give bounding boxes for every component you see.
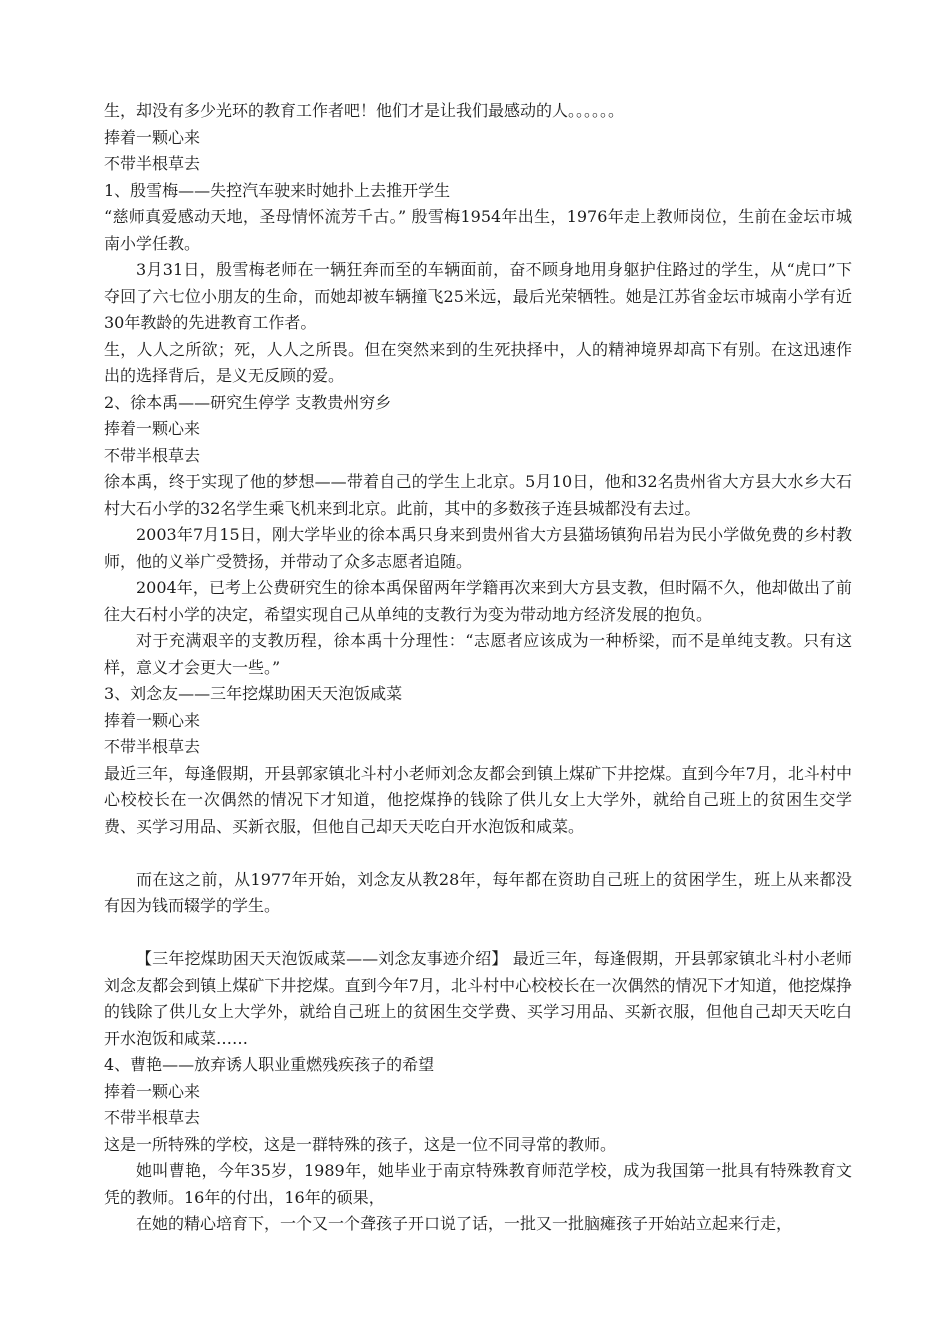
paragraph: 而在这之前，从1977年开始，刘念友从教28年，每年都在资助自己班上的贫困学生，班上从来都没有因为钱而辍学的学生。 [104,869,852,915]
motto-line-1: 捧着一颗心来 [104,710,201,730]
paragraph: 【三年挖煤助困天天泡饭咸菜——刘念友事迹介绍】 最近三年，每逢假期，开县郭家镇北斗村小老师刘念友都会到镇上煤矿下井挖煤。直到今年7月，北斗村中心校校长在一次偶然的情况下才知道，他挖煤挣的钱除了供儿女上大学外，就给自己班上的贫困生交学费、买学习用品、买新衣服，但他自己却天天吃白开水泡饭和咸菜…… [104,949,852,1048]
blank-line [104,920,852,947]
paragraph: 对于充满艰辛的支教历程，徐本禹十分理性：“志愿者应该成为一种桥梁，而不是单纯支教。只有这样，意义才会更大一些。” [104,631,852,677]
paragraph: 生，人人之所欲；死，人人之所畏。但在突然来到的生死抉择中，人的精神境界却高下有别。在这迅速作出的选择背后，是义无反顾的爱。 [104,339,852,385]
paragraph: 这是一所特殊的学校，这是一群特殊的孩子，这是一位不同寻常的教师。 [104,1134,617,1154]
section-heading-2: 2、徐本禹——研究生停学 支教贵州穷乡 [104,392,392,412]
paragraph: 最近三年，每逢假期，开县郭家镇北斗村小老师刘念友都会到镇上煤矿下井挖煤。直到今年7月，北斗村中心校校长在一次偶然的情况下才知道，他挖煤挣的钱除了供儿女上大学外，就给自己班上的贫困生交学费、买学习用品、买新衣服，但他自己却天天吃白开水泡饭和咸菜。 [104,763,852,836]
motto-line-1: 捧着一颗心来 [104,419,201,438]
section-heading-1: 1、殷雪梅——失控汽车驶来时她扑上去推开学生 [104,180,451,200]
document-page [104,98,852,1238]
motto-line-2: 不带半根草去 [104,1108,201,1127]
motto-line-2: 不带半根草去 [104,154,201,173]
motto-line-1: 捧着一颗心来 [104,1081,201,1101]
paragraph-intro-tail: 生，却没有多少光环的教育工作者吧！他们才是让我们最感动的人。。。。。。 [104,101,625,120]
paragraph: 在她的精心培育下，一个又一个聋孩子开口说了话，一批又一批脑瘫孩子开始站立起来行走， [136,1214,793,1233]
paragraph: “慈师真爱感动天地，圣母情怀流芳千古。” 殷雪梅1954年出生，1976年走上教师岗位，生前在金坛市城南小学任教。 [104,207,852,253]
motto-line-2: 不带半根草去 [104,445,201,465]
paragraph: 她叫曹艳，今年35岁，1989年，她毕业于南京特殊教育师范学校，成为我国第一批具有特殊教育文凭的教师。16年的付出，16年的硕果， [104,1161,852,1207]
paragraph: 3月31日，殷雪梅老师在一辆狂奔而至的车辆面前，奋不顾身地用身躯护住路过的学生，从“虎口”下夺回了六七位小朋友的生命，而她却被车辆撞飞25米远，最后光荣牺牲。她是江苏省金坛市城南小学有近30年教龄的先进教育工作者。 [104,260,852,332]
section-heading-4: 4、曹艳——放弃诱人职业重燃残疾孩子的希望 [104,1055,435,1074]
motto-line-1: 捧着一颗心来 [104,127,201,147]
section-heading-3: 3、刘念友——三年挖煤助困天天泡饭咸菜 [104,684,403,703]
paragraph: 徐本禹，终于实现了他的梦想——带着自己的学生上北京。5月10日，他和32名贵州省大方县大水乡大石村大石小学的32名学生乘飞机来到北京。此前，其中的多数孩子连县城都没有去过。 [104,472,852,518]
paragraph: 2003年7月15日，刚大学毕业的徐本禹只身来到贵州省大方县猫场镇狗吊岩为民小学做免费的乡村教师，他的义举广受赞扬，并带动了众多志愿者追随。 [104,525,852,571]
paragraph: 2004年，已考上公费研究生的徐本禹保留两年学籍再次来到大方县支教，但时隔不久，他却做出了前往大石村小学的决定，希望实现自己从单纯的支教行为变为带动地方经济发展的抱负。 [104,578,852,624]
blank-line [104,840,852,867]
motto-line-2: 不带半根草去 [104,737,201,756]
